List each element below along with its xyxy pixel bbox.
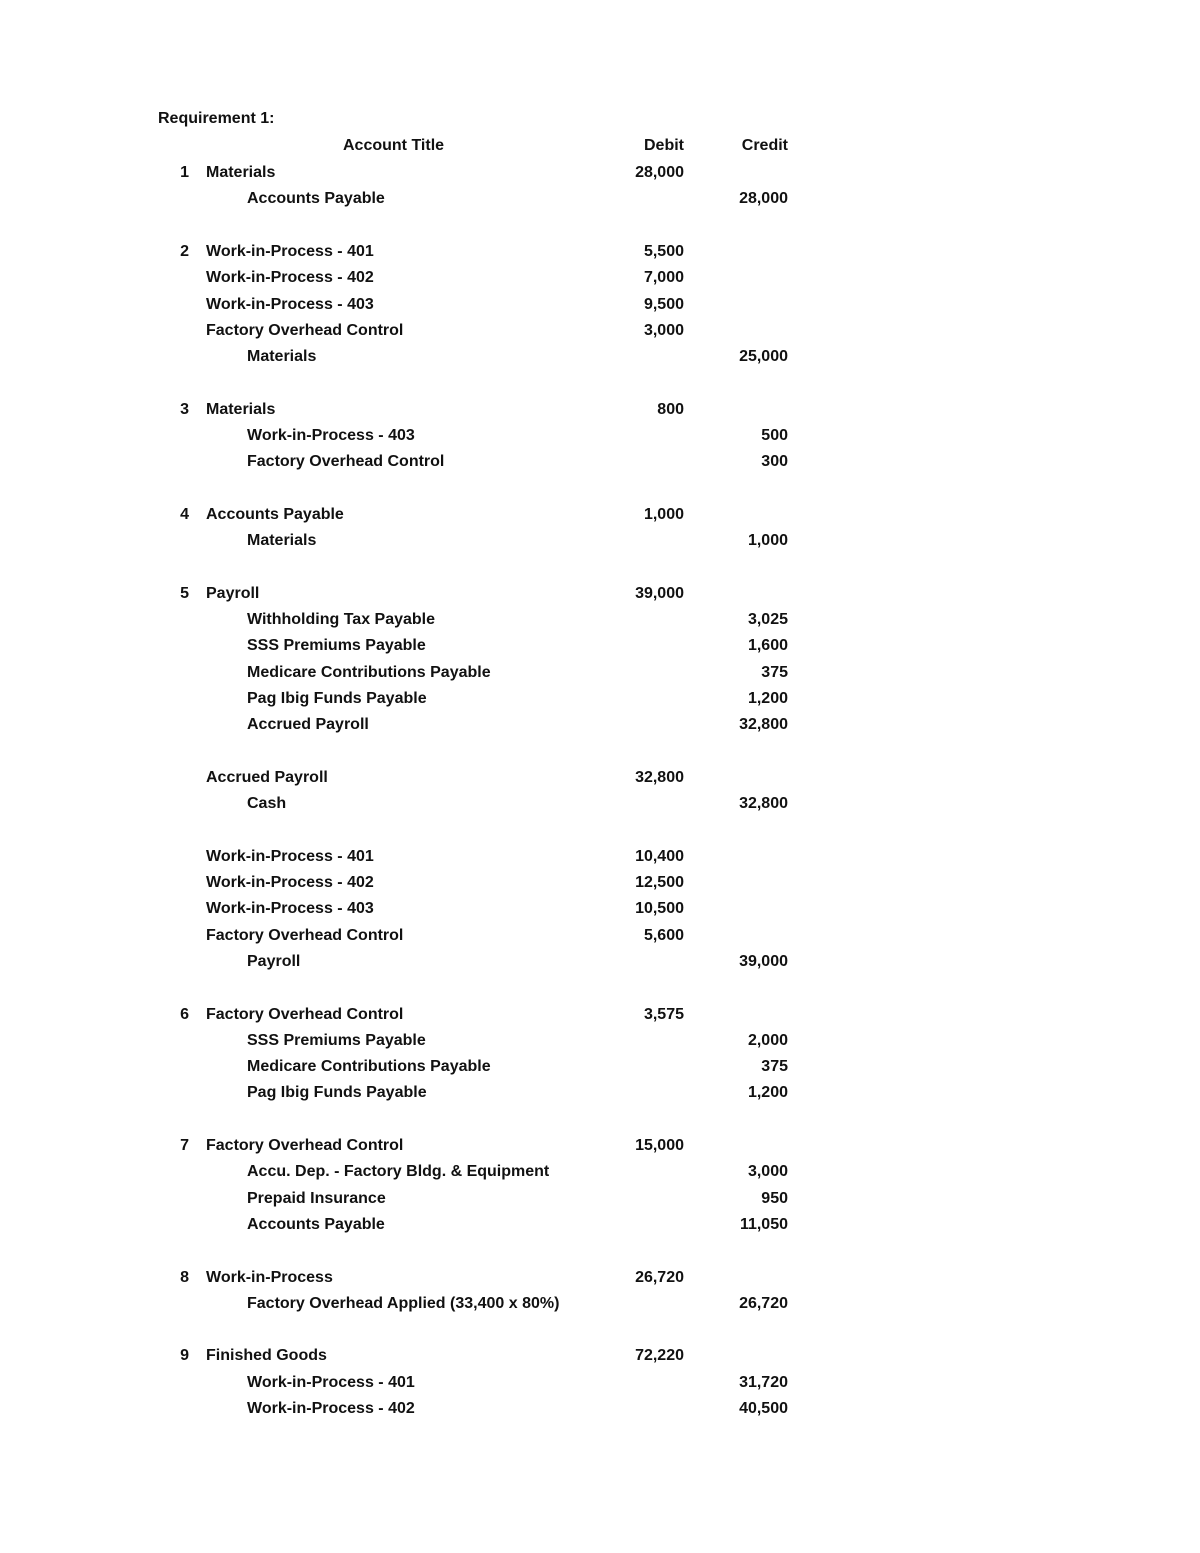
journal-line	[0, 635, 1200, 657]
entry-number: 6	[180, 1006, 189, 1023]
journal-line	[0, 1345, 1200, 1367]
journal-line	[0, 1372, 1200, 1394]
column-header-debit: Debit	[644, 137, 684, 154]
account-title: Materials	[247, 348, 317, 365]
journal-line	[0, 1056, 1200, 1078]
account-title: Medicare Contributions Payable	[247, 664, 491, 681]
entry-number: 2	[180, 243, 189, 260]
account-title: Work-in-Process - 402	[247, 1400, 415, 1417]
journal-line	[0, 1293, 1200, 1315]
journal-line	[0, 425, 1200, 447]
account-title: Factory Overhead Control	[206, 1006, 404, 1023]
account-title: Accu. Dep. - Factory Bldg. & Equipment	[247, 1163, 550, 1180]
credit-amount: 32,800	[739, 795, 788, 812]
journal-line	[0, 925, 1200, 947]
credit-amount: 500	[761, 427, 788, 444]
journal-line	[0, 1267, 1200, 1289]
debit-amount: 3,000	[643, 322, 684, 339]
credit-amount: 32,800	[739, 716, 788, 733]
debit-amount: 9,500	[643, 296, 684, 313]
credit-amount: 31,720	[739, 1374, 788, 1391]
journal-line	[0, 399, 1200, 421]
account-title: Accounts Payable	[247, 1216, 385, 1233]
entry-number: 8	[180, 1269, 189, 1286]
account-title: Factory Overhead Control	[206, 322, 404, 339]
entry-number: 5	[180, 585, 189, 602]
journal-line	[0, 714, 1200, 736]
credit-amount: 3,000	[747, 1163, 788, 1180]
account-title: Work-in-Process - 402	[206, 269, 374, 286]
journal-line	[0, 1161, 1200, 1183]
debit-amount: 800	[657, 401, 684, 418]
journal-line	[0, 609, 1200, 631]
account-title: Payroll	[247, 953, 301, 970]
journal-line	[0, 1398, 1200, 1420]
debit-amount: 28,000	[635, 164, 684, 181]
account-title: Work-in-Process - 401	[206, 848, 374, 865]
journal-line	[0, 294, 1200, 316]
account-title: Materials	[206, 401, 276, 418]
journal-line	[0, 1030, 1200, 1052]
account-title: Payroll	[206, 585, 260, 602]
journal-line	[0, 793, 1200, 815]
entry-number: 1	[180, 164, 189, 181]
journal-line	[0, 451, 1200, 473]
journal-line	[0, 1188, 1200, 1210]
journal-line	[0, 1004, 1200, 1026]
credit-amount: 40,500	[739, 1400, 788, 1417]
entry-number: 4	[180, 506, 189, 523]
account-title: Accounts Payable	[206, 506, 344, 523]
journal-line	[0, 241, 1200, 263]
debit-amount: 26,720	[635, 1269, 684, 1286]
account-title: Accounts Payable	[247, 190, 385, 207]
debit-amount: 5,500	[643, 243, 684, 260]
credit-amount: 26,720	[739, 1295, 788, 1312]
debit-amount: 3,575	[643, 1006, 684, 1023]
credit-amount: 1,200	[747, 690, 788, 707]
account-title: Pag Ibig Funds Payable	[247, 1084, 427, 1101]
journal-line	[0, 951, 1200, 973]
debit-amount: 15,000	[635, 1137, 684, 1154]
credit-amount: 39,000	[739, 953, 788, 970]
account-title: Accrued Payroll	[247, 716, 369, 733]
debit-amount: 39,000	[635, 585, 684, 602]
account-title: Finished Goods	[206, 1347, 327, 1364]
credit-amount: 3,025	[747, 611, 788, 628]
debit-amount: 10,500	[635, 900, 684, 917]
debit-amount: 5,600	[643, 927, 684, 944]
account-title: Prepaid Insurance	[247, 1190, 386, 1207]
credit-amount: 300	[761, 453, 788, 470]
debit-amount: 32,800	[635, 769, 684, 786]
journal-line	[0, 267, 1200, 289]
account-title: Materials	[247, 532, 317, 549]
journal-line	[0, 872, 1200, 894]
debit-amount: 1,000	[643, 506, 684, 523]
credit-amount: 25,000	[739, 348, 788, 365]
journal-line	[0, 767, 1200, 789]
account-title: SSS Premiums Payable	[247, 1032, 426, 1049]
journal-line	[0, 320, 1200, 342]
credit-amount: 375	[761, 1058, 788, 1075]
account-title: Work-in-Process - 401	[247, 1374, 415, 1391]
journal-line	[0, 188, 1200, 210]
account-title: Accrued Payroll	[206, 769, 328, 786]
journal-line	[0, 688, 1200, 710]
account-title: Factory Overhead Control	[206, 927, 404, 944]
journal-line	[0, 846, 1200, 868]
account-title: Work-in-Process - 402	[206, 874, 374, 891]
credit-amount: 11,050	[739, 1216, 788, 1233]
journal-line	[0, 162, 1200, 184]
journal-line	[0, 583, 1200, 605]
journal-line	[0, 1214, 1200, 1236]
journal-line	[0, 1135, 1200, 1157]
account-title: Factory Overhead Applied (33,400 x 80%)	[247, 1295, 560, 1312]
account-title: Materials	[206, 164, 276, 181]
account-title: Medicare Contributions Payable	[247, 1058, 491, 1075]
credit-amount: 1,200	[747, 1084, 788, 1101]
account-title: Work-in-Process - 401	[206, 243, 374, 260]
credit-amount: 375	[761, 664, 788, 681]
debit-amount: 12,500	[635, 874, 684, 891]
account-title: Withholding Tax Payable	[247, 611, 436, 628]
debit-amount: 72,220	[635, 1347, 684, 1364]
debit-amount: 10,400	[635, 848, 684, 865]
journal-line	[0, 662, 1200, 684]
account-title: Factory Overhead Control	[247, 453, 445, 470]
column-header-account-title: Account Title	[343, 137, 445, 154]
credit-amount: 28,000	[739, 190, 788, 207]
account-title: Pag Ibig Funds Payable	[247, 690, 427, 707]
credit-amount: 950	[761, 1190, 788, 1207]
entry-number: 9	[180, 1347, 189, 1364]
column-header-credit: Credit	[741, 137, 788, 154]
entry-number: 7	[180, 1137, 189, 1154]
journal-line	[0, 1082, 1200, 1104]
journal-line	[0, 346, 1200, 368]
entry-number: 3	[180, 401, 189, 418]
account-title: Cash	[247, 795, 287, 812]
journal-line	[0, 898, 1200, 920]
account-title: Work-in-Process	[206, 1269, 333, 1286]
account-title: Work-in-Process - 403	[206, 900, 374, 917]
requirement-heading: Requirement 1:	[158, 110, 275, 127]
journal-line	[0, 504, 1200, 526]
account-title: Work-in-Process - 403	[247, 427, 415, 444]
credit-amount: 2,000	[747, 1032, 788, 1049]
journal-line	[0, 530, 1200, 552]
account-title: Work-in-Process - 403	[206, 296, 374, 313]
credit-amount: 1,600	[747, 637, 788, 654]
credit-amount: 1,000	[747, 532, 788, 549]
account-title: SSS Premiums Payable	[247, 637, 426, 654]
account-title: Factory Overhead Control	[206, 1137, 404, 1154]
debit-amount: 7,000	[643, 269, 684, 286]
